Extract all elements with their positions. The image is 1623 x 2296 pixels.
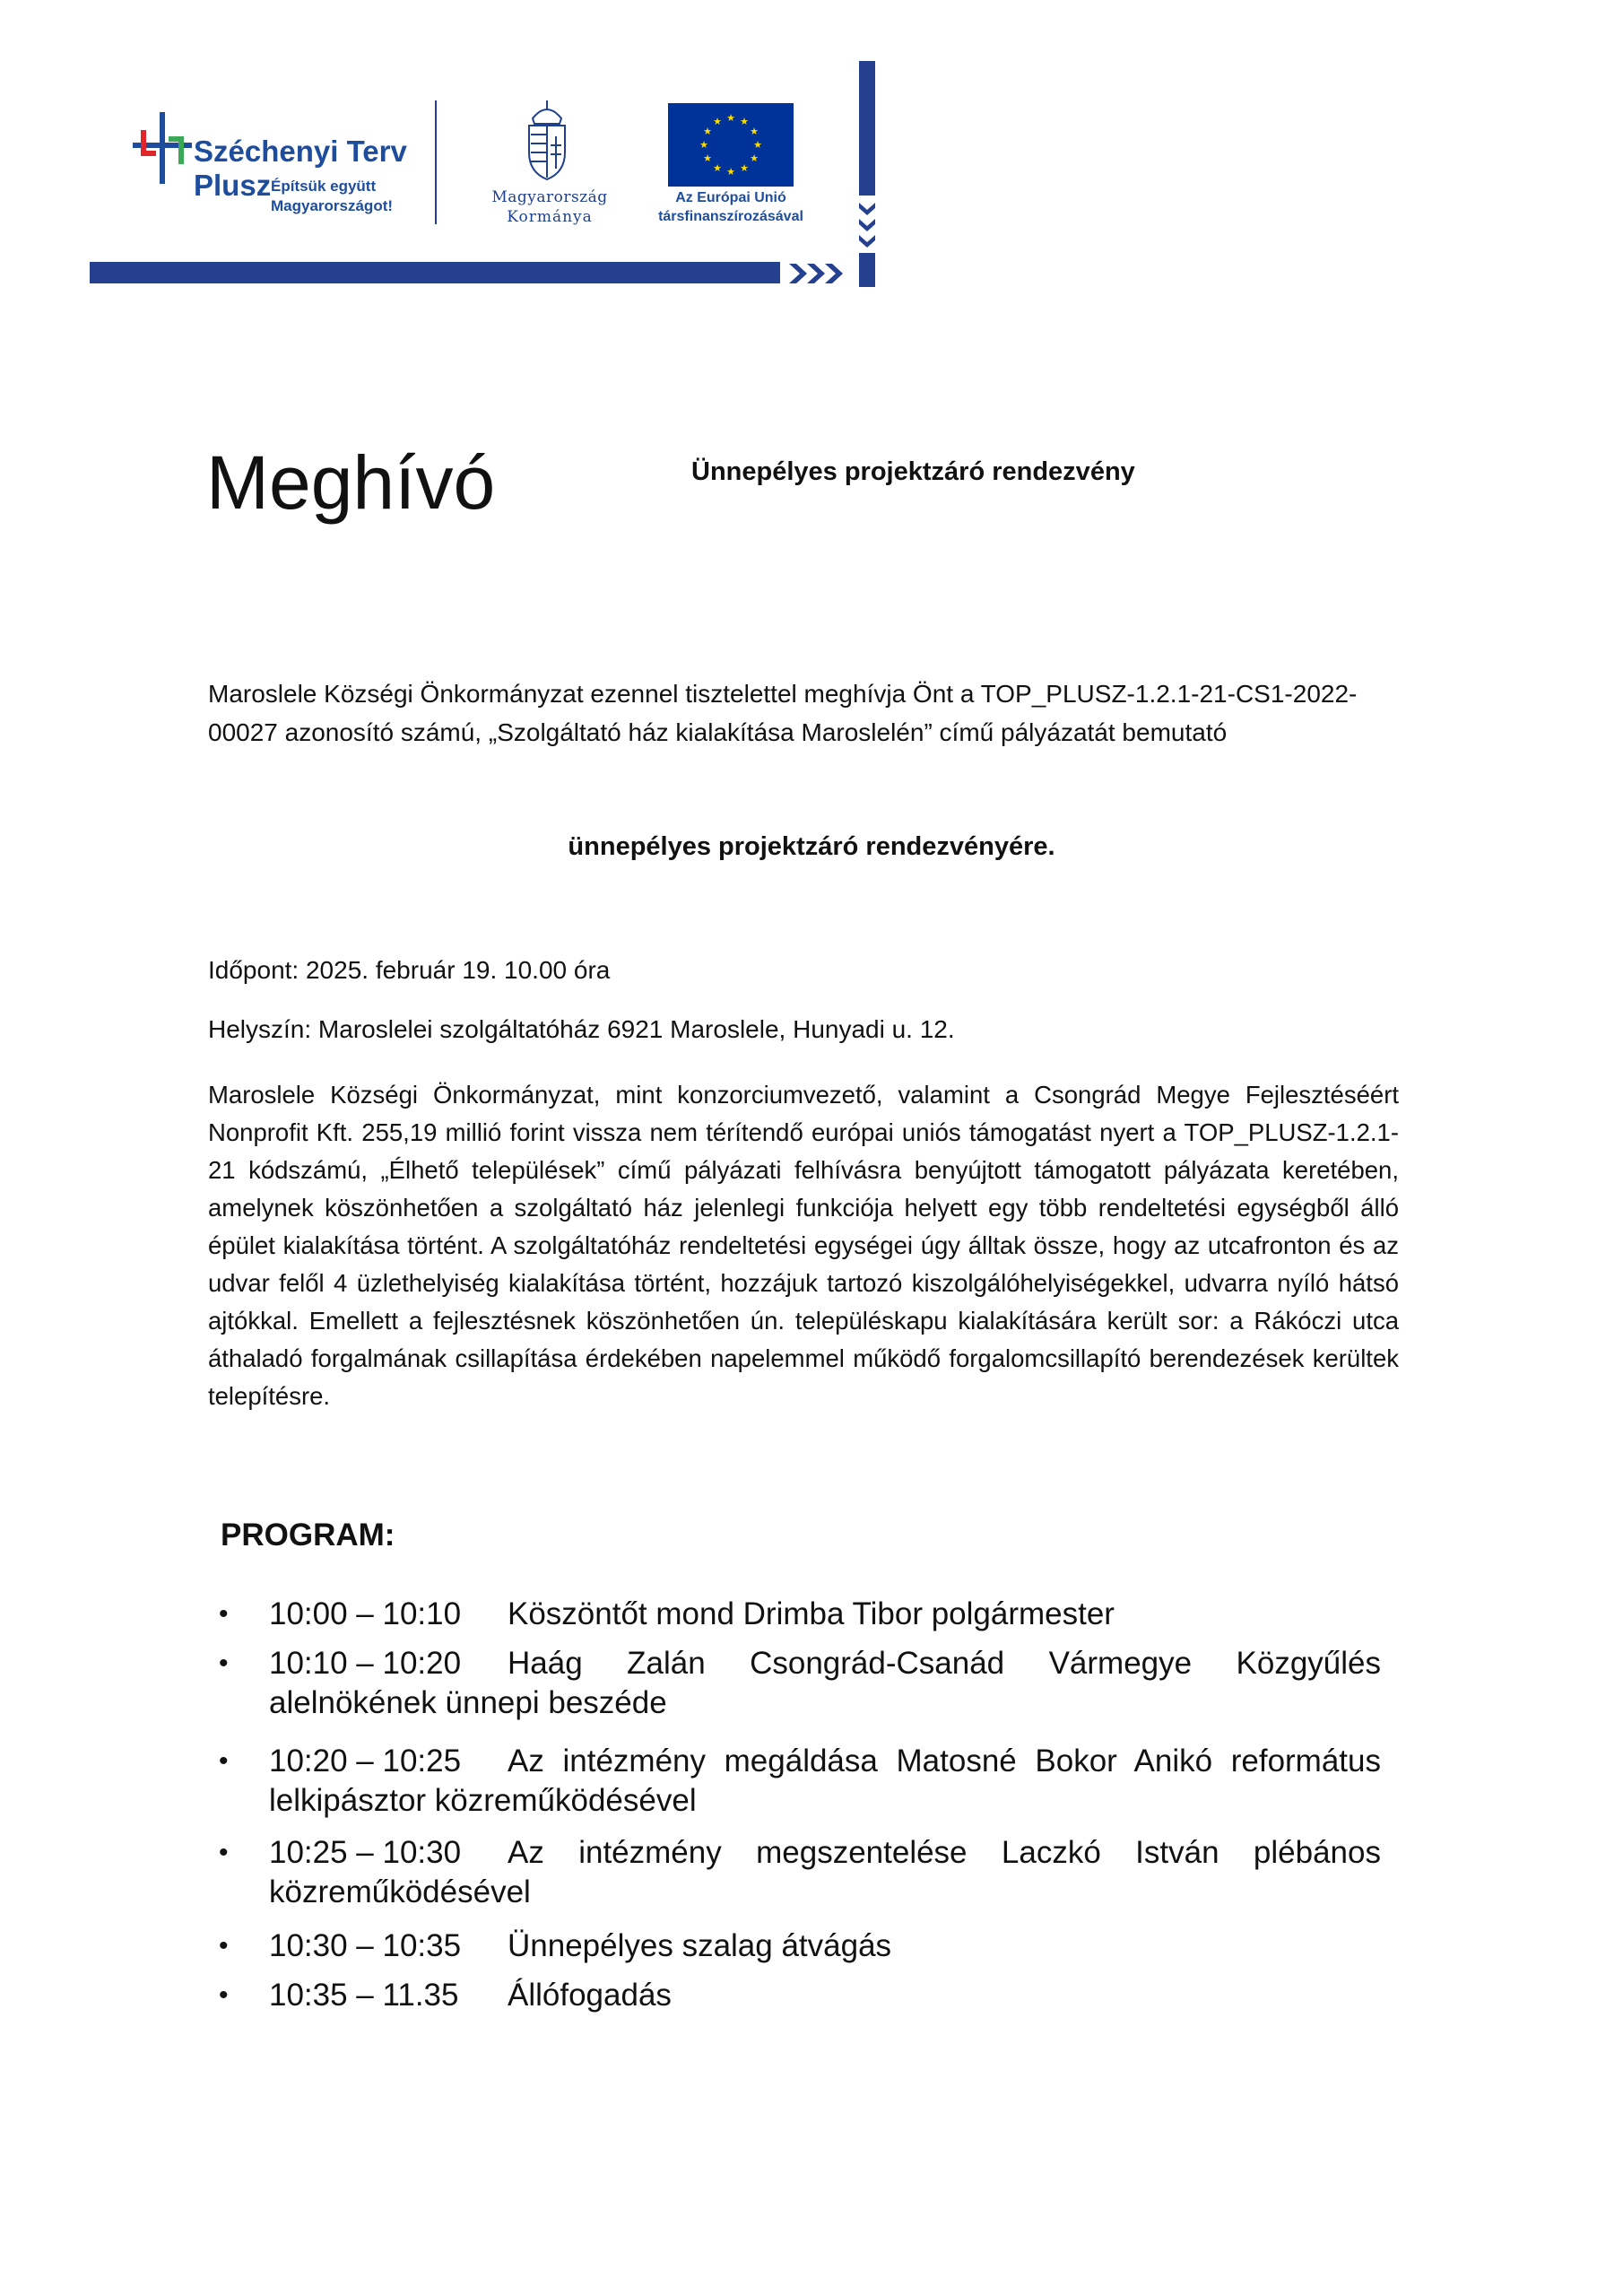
header-vertical-bar [859,61,875,287]
program-text: Haág Zalán Csongrád-Csanád Vármegye Közgyűlés [508,1646,1381,1681]
program-time: 10:20 – 10:25 [269,1744,462,1779]
svg-text:★: ★ [740,162,749,174]
bullet: • [219,1648,229,1678]
logo-divider [435,100,437,224]
svg-text:★: ★ [699,139,708,151]
szechenyi-slogan-line1: Építsük együtt [271,178,377,195]
government-logo-line2: Kormánya [507,208,593,226]
program-text: Az intézmény megáldása Matosné Bokor Anikó református [508,1744,1381,1779]
svg-text:★: ★ [740,116,749,127]
program-text-continued: alelnökének ünnepi beszéde [269,1685,667,1720]
program-item [219,1976,1381,2015]
intro-paragraph: Maroslele Községi Önkormányzat ezennel tisztelettel meghívja Önt a TOP_PLUSZ-1.2.1-21-CS1-2022-00027 azonosító számú, „Szolgáltató ház kialakítása Maroslelén” című pályázatát bemutató [208,680,1358,746]
program-item [219,1742,1381,1821]
szechenyi-slogan-line2: Magyarországot! [271,197,394,214]
svg-text:★: ★ [703,152,712,164]
program-time: 10:10 – 10:20 [269,1646,462,1681]
project-description: Maroslele Községi Önkormányzat, mint konzorciumvezető, valamint a Csongrád Megye Fejlesztéséért Nonprofit Kft. 255,19 millió forint vissza nem térítendő európai uniós támogatást nyert a TOP_PLUSZ-1.2.1-21 kódszámú, „Élhető települések” című pályázati felhívásra benyújtott támogatott pályázata keretében, amelynek köszönhetően a szolgáltató ház jelenlegi funkciója helyett egy több rendeltetési egységből álló épület kialakítása történt. A szolgáltatóház rendeltetési egységei úgy álltak össze, hogy az utcafronton és az udvar felől 4 üzlethelyiség kialakítása történt, hozzájuk tartozó kiszolgálóhelyiségekkel, udvarra nyíló hátsó ajtókkal. Emellett a fejlesztésnek köszönhetően ún. településkapu kialakítására került sor: a Rákóczi utca áthaladó forgalmának csillapítása érdekében napelemmel működő forgalomcsillapító berendezések kerültek telepítésre. [208,1081,1399,1410]
program-item [219,1926,1381,1966]
svg-text:★: ★ [703,126,712,137]
program-heading: PROGRAM: [221,1518,395,1552]
program-item [219,1644,1381,1723]
program-item [219,1595,1381,1634]
eu-logo-line2: társfinanszírozásával [658,209,803,224]
svg-text:★: ★ [726,112,735,124]
eu-flag-icon [668,103,794,187]
page-subtitle: Ünnepélyes projektzáró rendezvény [691,457,1135,486]
program-text: Köszöntőt mond Drimba Tibor polgármester [508,1596,1115,1631]
program-text-continued: közreműködésével [269,1874,531,1909]
program-text-continued: lelkipásztor közreműködésével [269,1783,697,1818]
svg-text:★: ★ [726,166,735,178]
program-text: Ünnepélyes szalag átvágás [508,1928,892,1963]
svg-text:★: ★ [750,152,759,164]
hungarian-coat-of-arms-icon [524,99,570,181]
svg-text:★: ★ [713,162,722,174]
government-logo-line1: Magyarország [491,188,608,206]
header-bar [90,260,875,287]
program-time: 10:25 – 10:30 [269,1835,462,1870]
szechenyi-logo-title: Széchenyi Terv [194,135,407,168]
program-time: 10:00 – 10:10 [269,1596,462,1631]
program-time: 10:35 – 11.35 [269,1978,459,2013]
program-time: 10:30 – 10:35 [269,1928,462,1963]
svg-text:★: ★ [753,139,762,151]
bullet: • [219,1746,229,1776]
eu-logo-line1: Az Európai Unió [675,190,786,205]
bullet: • [219,1838,229,1867]
event-time: Időpont: 2025. február 19. 10.00 óra [208,956,611,984]
program-item [219,1833,1381,1912]
bullet: • [219,1931,229,1961]
svg-text:★: ★ [713,116,722,127]
program-text: Az intézmény megszentelése Laczkó István plébános [508,1835,1381,1870]
svg-text:★: ★ [750,126,759,137]
intro-emphasis: ünnepélyes projektzáró rendezvényére. [568,832,1055,861]
program-text: Állófogadás [508,1978,672,2013]
page-title: Meghívó [206,440,496,525]
bullet: • [219,1599,229,1629]
szechenyi-cross-icon [133,112,192,184]
event-location: Helyszín: Maroslelei szolgáltatóház 6921 Maroslele, Hunyadi u. 12. [208,1015,955,1043]
bullet: • [219,1980,229,2010]
szechenyi-logo-plusz: Plusz [194,169,272,202]
